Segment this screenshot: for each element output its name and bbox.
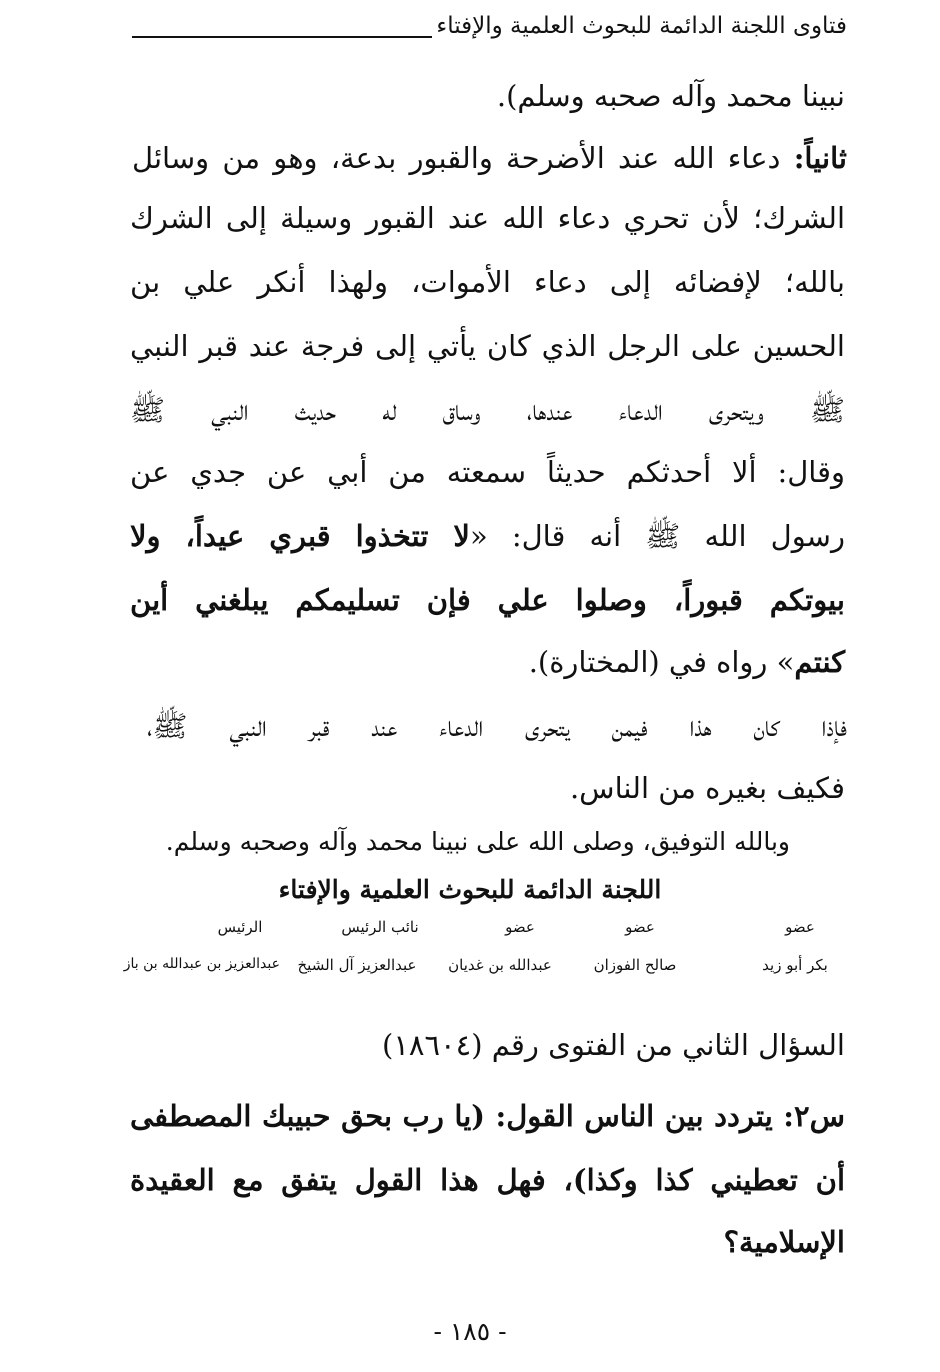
question-heading: السؤال الثاني من الفتوى رقم (١٨٦٠٤): [382, 1028, 845, 1062]
body-line-5: الحسين على الرجل الذي كان يأتي إلى فرجة عند قبر النبي: [130, 329, 845, 363]
role-vice-chairman: نائب الرئيس: [341, 918, 419, 936]
signer-name-4: عبدالعزيز آل الشيخ: [297, 956, 417, 974]
role-member-3: عضو: [505, 918, 535, 936]
hadith-quote-part-1: لا تتخذوا قبري عيداً، ولا: [130, 519, 470, 553]
question-line-2: أن تعطيني كذا وكذا)، فهل هذا القول يتفق مع العقيدة: [130, 1163, 845, 1197]
question-line-1: س٢: يتردد بين الناس القول: (يا رب بحق حبيبك المصطفى: [130, 1099, 845, 1133]
role-member-1: عضو: [785, 918, 815, 936]
signature-names: [123, 956, 840, 982]
body-line-8-text: رسول الله ﷺ أنه قال: «: [469, 519, 845, 553]
body-line-3: الشرك؛ لأن تحري دعاء الله عند القبور وسيلة إلى الشرك: [130, 201, 845, 235]
body-line-2: [132, 128, 847, 188]
signer-name-3: عبدالله بن غديان: [448, 956, 552, 974]
paragraph-2-line-2: فكيف بغيره من الناس.: [569, 771, 845, 805]
body-line-2-text: دعاء الله عند الأضرحة والقبور بدعة، وهو من وسائل: [132, 141, 794, 175]
body-line-10: [130, 632, 845, 692]
running-header: [132, 8, 847, 44]
hadith-source: » رواه في (المختارة).: [528, 645, 795, 679]
body-line-6: ﷺ ويتحرى الدعاء عندها، وساق له حديث النبي ﷺ: [130, 393, 845, 427]
header-title: فتاوى اللجنة الدائمة للبحوث العلمية والإفتاء: [436, 13, 847, 39]
signer-name-5: عبدالعزيز بن عبدالله بن باز: [123, 956, 280, 972]
paragraph-2-line-1: فإذا كان هذا فيمن يتحرى الدعاء عند قبر النبي ﷺ،: [147, 709, 847, 743]
body-line-1: نبينا محمد وآله صحبه وسلم).: [496, 79, 845, 113]
signer-name-1: بكر أبو زيد: [762, 956, 828, 974]
closing-formula: وبالله التوفيق، وصلى الله على نبينا محمد وآله وصحبه وسلم.: [165, 827, 790, 856]
body-line-4: بالله؛ لإفضائه إلى دعاء الأموات، ولهذا أنكر علي بن: [130, 265, 845, 299]
question-line-3: الإسلامية؟: [723, 1225, 845, 1259]
signer-name-2: صالح الفوزان: [593, 956, 677, 974]
body-line-7: وقال: ألا أحدثكم حديثاً سمعته من أبي عن جدي عن: [130, 455, 845, 489]
section-label-second: ثانياً:: [793, 141, 847, 175]
body-line-8: [130, 506, 845, 566]
committee-title: اللجنة الدائمة للبحوث العلمية والإفتاء: [278, 875, 662, 904]
signature-roles: [140, 918, 840, 942]
header-rule: [132, 36, 432, 38]
role-member-2: عضو: [625, 918, 655, 936]
page-number: - ١٨٥ -: [433, 1317, 507, 1346]
hadith-quote-part-2: بيوتكم قبوراً، وصلوا علي فإن تسليمكم يبلغني أين: [130, 583, 845, 617]
hadith-quote-part-3: كنتم: [794, 645, 845, 679]
role-chairman: الرئيس: [217, 918, 263, 936]
